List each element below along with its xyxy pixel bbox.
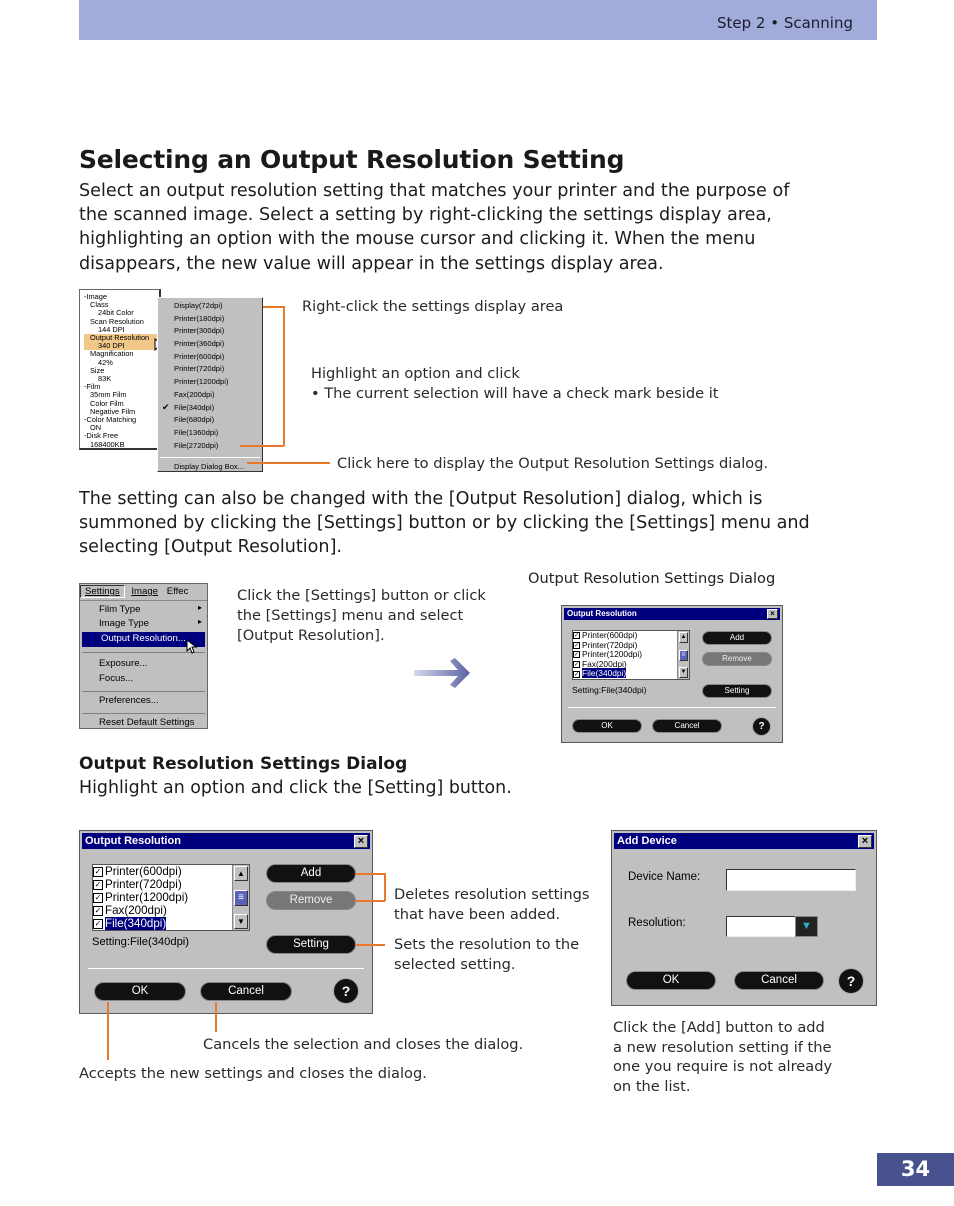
breadcrumb: Step 2 • Scanning: [716, 14, 853, 32]
panel-line: Magnification: [90, 349, 134, 359]
cancel-button[interactable]: Cancel: [200, 982, 292, 1001]
menu-item[interactable]: File(2720dpi): [174, 440, 219, 450]
paragraph-line: The setting can also be changed with the [Output Resolution] dialog, which is: [79, 489, 763, 509]
callout-text: that have been added.: [394, 905, 561, 923]
checkbox-icon: ✓: [94, 879, 102, 889]
help-icon[interactable]: ?: [752, 717, 771, 736]
settings-display-panel[interactable]: [79, 289, 161, 450]
dialog-title-bar: Output Resolution: [82, 833, 370, 849]
image-menu[interactable]: Image: [131, 586, 159, 597]
list-item-selected[interactable]: [93, 917, 249, 930]
ok-button[interactable]: OK: [94, 982, 186, 1001]
menu-item[interactable]: File(1360dpi): [174, 427, 219, 437]
dialog-divider: [568, 707, 776, 708]
submenu-arrow-icon: ▸: [197, 603, 202, 612]
right-click-callout: Right-click the settings display area: [302, 298, 564, 315]
ok-button[interactable]: OK: [626, 971, 716, 990]
setting-button[interactable]: Setting: [266, 935, 356, 954]
setting-callout: [394, 935, 579, 974]
note-line: the [Settings] menu and select: [237, 607, 464, 624]
menu-item-focus[interactable]: Focus...: [99, 673, 134, 684]
scroll-thumb-icon[interactable]: ≡: [234, 890, 248, 906]
output-resolution-dialog: [79, 830, 373, 1014]
panel-line-highlighted: 340 DPI: [84, 342, 159, 350]
panel-line: Size: [90, 365, 105, 375]
panel-line-highlighted: Output Resolution: [84, 334, 159, 342]
menu-item-output-resolution[interactable]: Output Resolution...: [82, 632, 205, 647]
checkbox-icon: ✓: [574, 662, 580, 669]
intro-paragraph: [79, 179, 879, 276]
dialog-divider: [88, 968, 364, 969]
section-subheading: Highlight an option and click the [Setting] button.: [79, 778, 512, 798]
menu-item-label: Film Type: [99, 604, 141, 615]
note-line: one you require is not already: [613, 1058, 833, 1075]
callout-text: Deletes resolution settings: [394, 886, 590, 903]
scroll-up-icon[interactable]: ▲: [679, 632, 688, 643]
checkbox-icon: ✓: [94, 866, 102, 876]
callout-text: Highlight an option and click: [311, 365, 520, 382]
menu-item[interactable]: Display(72dpi): [174, 301, 223, 310]
effects-menu[interactable]: Effec: [166, 586, 189, 597]
note-line: on the list.: [613, 1077, 691, 1095]
list-item[interactable]: [93, 865, 249, 878]
menu-item[interactable]: Printer(300dpi): [174, 326, 225, 336]
list-item[interactable]: [93, 878, 249, 891]
menu-item[interactable]: Printer(600dpi): [174, 351, 225, 361]
callout-line: [355, 900, 385, 902]
callout-line: [263, 306, 284, 308]
close-icon[interactable]: ×: [354, 835, 368, 848]
menu-item[interactable]: Printer(180dpi): [174, 313, 225, 323]
remove-callout: [394, 885, 589, 924]
panel-line: Class: [90, 300, 109, 310]
display-dialog-callout: Click here to display the Output Resolution Settings dialog.: [337, 455, 769, 472]
scroll-thumb-icon[interactable]: ≡: [679, 650, 688, 661]
list-item-label: File(340dpi): [105, 917, 167, 930]
list-item-label: Fax(200dpi): [105, 904, 167, 917]
list-item-label: Fax(200dpi): [582, 658, 627, 669]
menu-item[interactable]: Printer(360dpi): [174, 339, 225, 349]
remove-button[interactable]: Remove: [702, 652, 772, 666]
menu-divider: [160, 457, 260, 458]
panel-line: Scan Resolution: [90, 316, 144, 326]
panel-line: Color Film: [90, 398, 124, 408]
paragraph-line: selecting [Output Resolution].: [79, 537, 343, 558]
setting-button[interactable]: Setting: [702, 684, 772, 698]
page-number: 34: [877, 1153, 954, 1186]
note-line: a new resolution setting if the: [613, 1038, 832, 1056]
callout-line: [283, 306, 285, 446]
callout-text: • The current selection will have a check mark beside it: [311, 384, 719, 402]
intro-line: highlighting an option with the mouse cursor and clicking it. When the menu: [79, 229, 756, 250]
intro-line: disappears, the new value will appear in the settings display area.: [79, 253, 664, 274]
menu-divider: [82, 691, 205, 692]
list-item[interactable]: [93, 904, 249, 917]
list-item-selected[interactable]: [573, 669, 689, 679]
cancel-button[interactable]: Cancel: [652, 719, 722, 733]
ok-button[interactable]: OK: [572, 719, 642, 733]
resolution-list[interactable]: [572, 630, 690, 680]
panel-line: -Color Matching: [84, 415, 137, 425]
section-heading: Output Resolution Settings Dialog: [79, 754, 408, 774]
callout-line: [384, 873, 386, 901]
menu-item-image-type[interactable]: [80, 617, 207, 632]
scroll-down-icon[interactable]: ▼: [234, 914, 248, 929]
panel-line: 83K: [98, 374, 112, 384]
panel-line: ON: [90, 423, 102, 433]
list-item-label: Printer(1200dpi): [105, 891, 189, 904]
resolution-list[interactable]: [92, 864, 250, 931]
checkbox-icon: ✓: [574, 652, 580, 659]
list-item-label: Printer(600dpi): [105, 865, 182, 878]
add-button-note: [613, 1018, 832, 1096]
close-icon[interactable]: ×: [858, 835, 872, 848]
menu-bar: [80, 584, 207, 601]
list-item-label: Printer(1200dpi): [582, 649, 643, 660]
intro-line: the scanned image. Select a setting by right-clicking the settings display area,: [79, 205, 772, 226]
panel-line: -Disk Free: [84, 431, 119, 441]
output-resolution-dialog-small: [561, 605, 783, 743]
list-item-label: Printer(600dpi): [582, 630, 638, 640]
checkbox-icon: ✓: [574, 633, 580, 640]
callout-line: [215, 1002, 217, 1032]
list-item-label: Printer(720dpi): [582, 639, 638, 650]
menu-item[interactable]: Printer(1200dpi): [174, 377, 229, 387]
menu-item-checked[interactable]: [158, 403, 262, 416]
arrow-right-icon: [412, 656, 474, 690]
setting-status-text: Setting:File(340dpi): [572, 685, 647, 695]
page-title: Selecting an Output Resolution Setting: [79, 145, 625, 174]
list-item-label: Printer(720dpi): [105, 878, 182, 891]
remove-button[interactable]: Remove: [266, 891, 356, 910]
device-name-label: Device Name:: [628, 871, 701, 883]
menu-item-film-type[interactable]: [80, 601, 207, 617]
panel-line: 35mm Film: [90, 390, 127, 400]
scroll-down-icon[interactable]: ▼: [679, 667, 688, 678]
note-line: Click the [Settings] button or click: [237, 587, 486, 604]
checkbox-icon: ✓: [574, 642, 580, 649]
panel-line: Negative Film: [90, 406, 136, 416]
scroll-up-icon[interactable]: ▲: [234, 866, 248, 881]
note-line: Click the [Add] button to add: [613, 1019, 825, 1036]
setting-status-text: Setting:File(340dpi): [92, 936, 190, 948]
highlight-callout: [311, 364, 719, 403]
add-button[interactable]: Add: [266, 864, 356, 883]
display-dialog-menu-item[interactable]: Display Dialog Box...: [174, 462, 245, 472]
help-icon[interactable]: ?: [333, 978, 359, 1004]
checkbox-icon: ✓: [574, 671, 580, 678]
device-name-input[interactable]: [726, 869, 856, 891]
ok-callout: Accepts the new settings and closes the dialog.: [79, 1065, 427, 1082]
callout-text: Sets the resolution to the: [394, 936, 580, 953]
close-icon[interactable]: ×: [767, 609, 778, 619]
menu-item-label: Image Type: [99, 618, 149, 629]
add-device-dialog: [611, 830, 877, 1006]
list-scrollbar[interactable]: [232, 865, 249, 930]
callout-line: [107, 1002, 109, 1060]
header-bar: [79, 0, 877, 40]
menu-item[interactable]: File(680dpi): [174, 415, 215, 425]
list-scrollbar[interactable]: [677, 631, 689, 679]
list-item-label: File(340dpi): [582, 668, 627, 679]
add-button[interactable]: Add: [702, 631, 772, 645]
note-line: [Output Resolution].: [237, 627, 385, 644]
cancel-callout: Cancels the selection and closes the dialog.: [203, 1036, 524, 1053]
paragraph-line: summoned by clicking the [Settings] button or by clicking the [Settings] menu and: [79, 513, 810, 534]
checkbox-icon: ✓: [94, 918, 102, 928]
panel-line: 24bit Color: [98, 308, 134, 318]
help-icon[interactable]: ?: [838, 968, 864, 994]
callout-line: [355, 944, 385, 946]
menu-item-preferences[interactable]: Preferences...: [99, 695, 159, 706]
menu-item[interactable]: Printer(720dpi): [174, 364, 225, 374]
callout-text: selected setting.: [394, 955, 516, 973]
settings-menu-note: [237, 586, 486, 646]
check-mark-icon: ✔: [162, 401, 170, 412]
settings-menu-screenshot: [79, 583, 208, 729]
callout-line: [355, 873, 385, 875]
second-paragraph: [79, 487, 879, 560]
panel-line: 42%: [98, 357, 113, 367]
panel-line: 144 DPI: [98, 324, 125, 334]
menu-item[interactable]: Fax(200dpi): [174, 389, 215, 399]
panel-line: 168400KB: [90, 439, 125, 449]
checkbox-icon: ✓: [94, 892, 102, 902]
checkbox-icon: ✓: [94, 905, 102, 915]
mouse-cursor-icon: [186, 639, 198, 655]
dialog-title-bar: Add Device: [614, 833, 874, 849]
callout-line: [247, 462, 330, 464]
menu-divider: [82, 713, 205, 714]
resolution-input[interactable]: [726, 916, 796, 937]
callout-line: [240, 445, 284, 447]
intro-line: Select an output resolution setting that matches your printer and the purpose of: [79, 181, 790, 201]
list-item[interactable]: [93, 891, 249, 904]
small-dialog-caption: Output Resolution Settings Dialog: [528, 570, 776, 587]
panel-line: -Image: [84, 292, 108, 301]
menu-item-label: File(340dpi): [174, 402, 215, 412]
panel-line: -Film: [84, 382, 101, 392]
dialog-title-bar: Output Resolution: [564, 608, 780, 620]
settings-menu[interactable]: Settings: [80, 585, 125, 598]
resolution-dropdown-icon[interactable]: ▼: [795, 916, 818, 937]
menu-item-exposure[interactable]: Exposure...: [99, 658, 148, 669]
cancel-button[interactable]: Cancel: [734, 971, 824, 990]
menu-item-reset-defaults[interactable]: Reset Default Settings: [99, 717, 195, 728]
submenu-arrow-icon: ▸: [197, 617, 202, 626]
resolution-label: Resolution:: [628, 917, 686, 929]
